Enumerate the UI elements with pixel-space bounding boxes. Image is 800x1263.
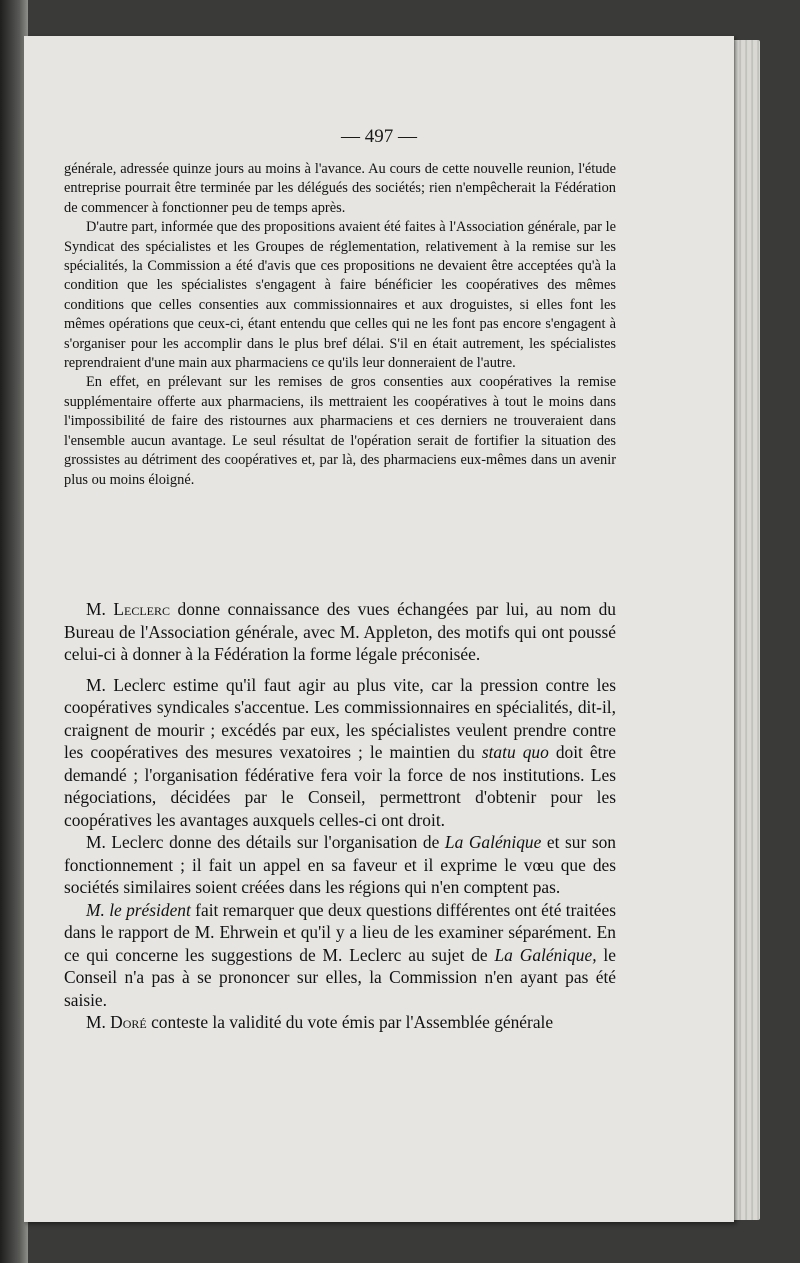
book-page [24,36,734,1222]
discussion-minutes [64,598,616,1034]
page-number: — 497 — [341,126,417,147]
italic-phrase: statu quo [481,742,549,762]
paragraph-text-after: doit être demandé ; l'organisation fédérative fera voir la force de nos institutions. Les négociations, décidées par le Conseil, permettront d'obtenir pour les coopératives les avantages auxquels celles-ci ont droit. [64,742,616,830]
paragraph-president [64,899,616,1012]
paragraph-leclerc-views [64,598,616,666]
speaker-name: Doré [110,1012,147,1032]
italic-title: La Galénique [444,832,542,852]
paragraph-continuation: générale, adressée quinze jours au moins à l'avance. Au cours de cette nouvelle reunion, l'étude entreprise pourrait être terminée par les délégués des sociétés; rien n'empêcherait la Fédération de commencer à fonctionner peu de temps après. [64,161,616,216]
italic-title: La Galénique, [494,944,597,965]
paragraph-leclerc-galenique [64,831,616,899]
paragraph-text: M. Leclerc donne des détails sur l'organisation de [86,832,445,852]
paragraph-dore [64,1011,616,1034]
paragraph-text: fait remarquer que deux questions différentes ont été traitées dans le rapport de M. Ehrwein et qu'il y a lieu de les examiner séparément. En ce qui concerne les suggestions de M. Leclerc au sujet de [64,899,616,965]
report-excerpt [64,160,616,490]
paragraph-text: donne connaissance des vues échangées par lui, au nom du Bureau de l'Association générale, avec M. Appleton, des motifs qui ont poussé celui-ci à donner à la Fédération la forme légale préconisée. [64,599,616,664]
paragraph-text: conteste la validité du vote émis par l'Assemblée générale [146,1012,554,1032]
speaker-name: Leclerc [113,599,170,619]
paragraph-effect: En effet, en prélevant sur les remises de gros consenties aux coopératives la remise supplémentaire offerte aux pharmaciens, ils mettraient les coopératives à tout le moins dans l'impossibilité de faire des ristournes aux pharmaciens et ces derniers ne trouveraient dans l'ensemble aucun avantage. Le seul résultat de l'opération serait de fortifier la situation des grossistes au détriment des coopératives et, par là, des pharmaciens eux-mêmes dans un avenir plus ou moins éloigné. [64,374,616,488]
speaker-title: M. [86,1012,111,1032]
paragraph-text-after: le Conseil n'a pas à se prononcer sur elles, la Commission n'en ayant pas été saisie. [64,944,616,1010]
paragraph-commission-opinion: D'autre part, informée que des propositions avaient été faites à l'Association générale, par le Syndicat des spécialistes et les Groupes de réglementation, relativement à la remise sur les spécialités, la Commission a été d'avis que ces propositions ne devaient être acceptées qu'à la condition que les spécialistes s'engagent à faire bénéficier les coopératives des mêmes conditions que celles consenties aux commissionnaires et aux droguistes, si elles font les mêmes opérations que ceux-ci, étant entendu que celles qui ne les font pas encore s'engagent à s'organiser pour les accomplir dans le plus bref délai. S'il en était autrement, les spécialistes reprendraient d'une main aux pharmaciens ce qu'ils leur donneraient de l'autre. [64,219,616,372]
paragraph-text-after: et sur son fonctionnement ; il fait un appel en sa faveur et il exprime le vœu que des sociétés similaires soient créées dans les régions qui n'en comptent pas. [64,832,617,897]
paragraph-leclerc-pressure [64,674,616,832]
speaker-title: M. [86,599,114,619]
italic-speaker: M. le président [86,899,191,920]
paragraph-text: M. Leclerc estime qu'il faut agir au plus vite, car la pression contre les coopératives syndicales s'accentue. Les commissionnaires en spécialités, dit-il, craignent de mourir ; excédés par eux, les spécialistes veulent prendre contre les coopératives des mesures vexatoires ; le maintien du [64,674,616,762]
